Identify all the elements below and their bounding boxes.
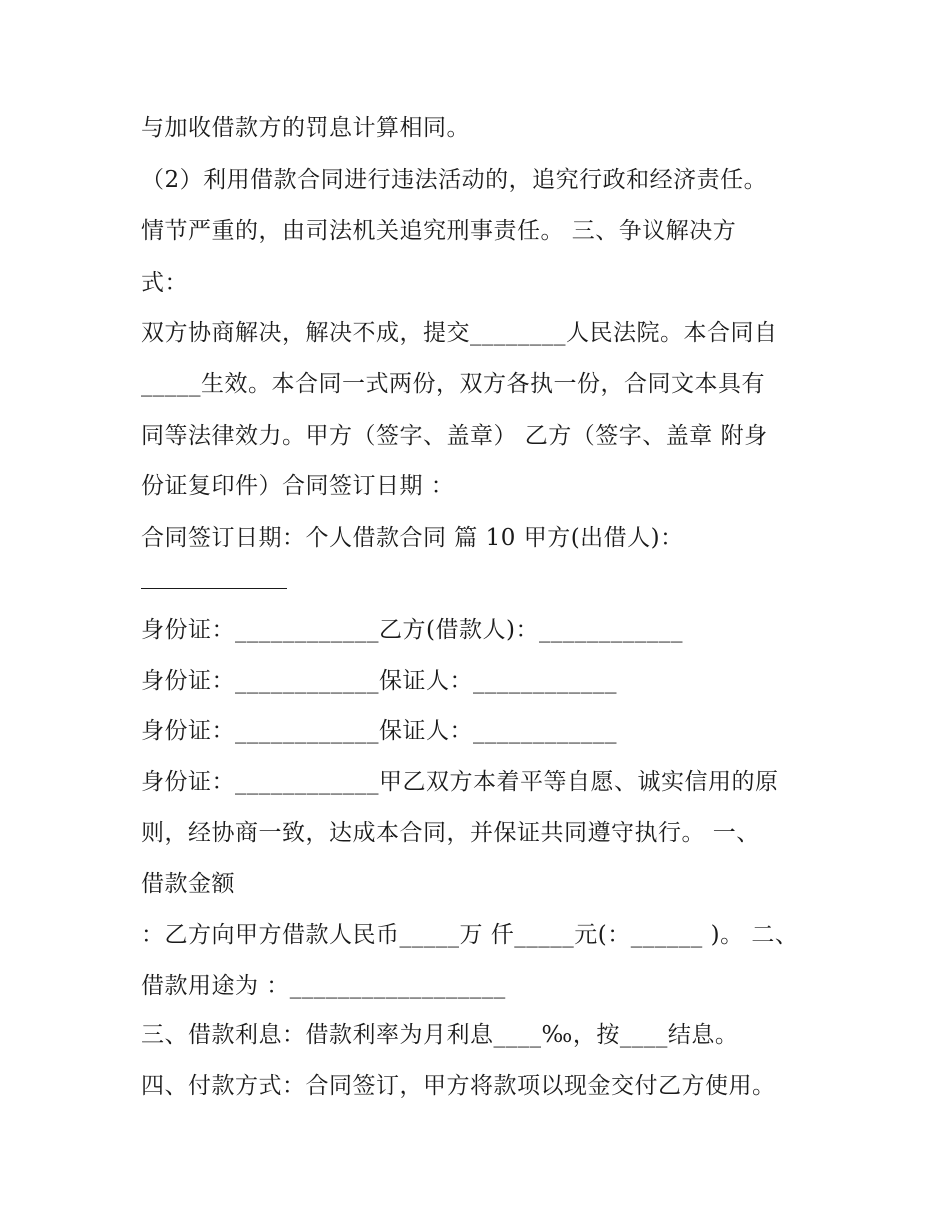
text-line: 与加收借款方的罚息计算相同。 <box>141 115 470 141</box>
text-line: 情节严重的，由司法机关追究刑事责任。 三、争议解决方 <box>141 218 737 244</box>
text-line: 双方协商解决，解决不成，提交________人民法院。本合同自 <box>141 320 778 346</box>
text-line: ：乙方向甲方借款人民币_____万 仟_____元(：______ )。 二、 <box>141 922 799 948</box>
text-line: 三、借款利息：借款利率为月利息____‰，按____结息。 <box>141 1022 739 1048</box>
text-line: 份证复印件）合同签订日期 ： <box>141 473 455 499</box>
text-line: 身份证：____________乙方(借款人)：____________ <box>141 617 683 643</box>
text-line: 四、付款方式：合同签订，甲方将款项以现金交付乙方使用。 <box>141 1073 776 1099</box>
text-line: 身份证：____________甲乙双方本着平等自愿、诚实信用的原 <box>141 769 779 795</box>
text-line: （2）利用借款合同进行违法活动的，追究行政和经济责任。 <box>141 167 768 193</box>
text-line: 借款用途为 ：__________________ <box>141 973 506 999</box>
text-line: 同等法律效力。甲方（签字、盖章） 乙方（签字、盖章 附身 <box>141 423 768 449</box>
text-line: 身份证：____________保证人：____________ <box>141 718 617 744</box>
signature-blank-line <box>141 588 287 589</box>
text-line: 借款金额 <box>141 871 235 897</box>
text-line: _____生效。本合同一式两份，双方各执一份，合同文本具有 <box>141 371 765 397</box>
text-line: 则，经协商一致，达成本合同，并保证共同遵守执行。 一、 <box>141 820 760 846</box>
text-line: 身份证：____________保证人：____________ <box>141 668 617 694</box>
text-line: 式： <box>141 270 188 296</box>
text-line: 合同签订日期：个人借款合同 篇 10 甲方(出借人)： <box>141 525 684 551</box>
